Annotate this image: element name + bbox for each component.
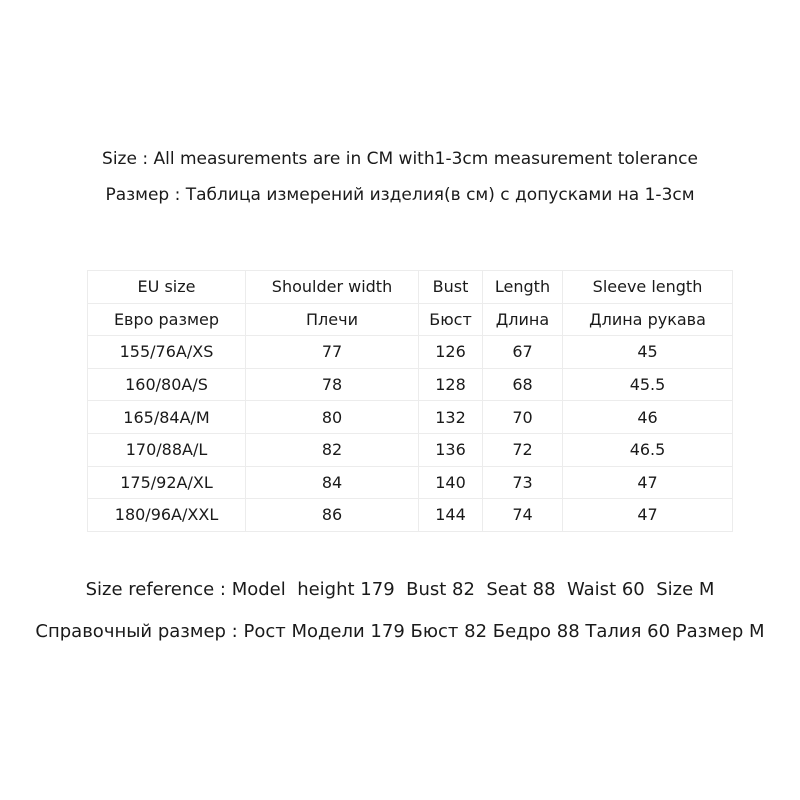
table-cell: 45.5 bbox=[563, 368, 733, 401]
table-cell: 170/88A/L bbox=[88, 433, 246, 466]
table-cell: 84 bbox=[246, 466, 419, 499]
table-cell: 68 bbox=[483, 368, 563, 401]
header-cell: Плечи bbox=[246, 303, 419, 336]
header-cell: Length bbox=[483, 271, 563, 304]
table-row bbox=[88, 368, 733, 401]
table-cell: 78 bbox=[246, 368, 419, 401]
table-cell: 74 bbox=[483, 499, 563, 532]
header-cell: Sleeve length bbox=[563, 271, 733, 304]
table-cell: 160/80A/S bbox=[88, 368, 246, 401]
table-cell: 67 bbox=[483, 336, 563, 369]
table-row bbox=[88, 499, 733, 532]
table-cell: 136 bbox=[419, 433, 483, 466]
table-cell: 73 bbox=[483, 466, 563, 499]
header-cell: Длина рукава bbox=[563, 303, 733, 336]
table-cell: 175/92A/XL bbox=[88, 466, 246, 499]
header-cell: Shoulder width bbox=[246, 271, 419, 304]
table-cell: 126 bbox=[419, 336, 483, 369]
table-cell: 80 bbox=[246, 401, 419, 434]
table-cell: 86 bbox=[246, 499, 419, 532]
table-row bbox=[88, 401, 733, 434]
header-cell: Бюст bbox=[419, 303, 483, 336]
table-cell: 47 bbox=[563, 466, 733, 499]
table-row bbox=[88, 433, 733, 466]
table-cell: 47 bbox=[563, 499, 733, 532]
table-cell: 45 bbox=[563, 336, 733, 369]
table-cell: 132 bbox=[419, 401, 483, 434]
measurement-note-english: Size : All measurements are in CM with1-3cm measurement tolerance bbox=[102, 149, 698, 169]
header-cell: Длина bbox=[483, 303, 563, 336]
table-cell: 72 bbox=[483, 433, 563, 466]
table-row bbox=[88, 336, 733, 369]
table-cell: 155/76A/XS bbox=[88, 336, 246, 369]
table-cell: 165/84A/M bbox=[88, 401, 246, 434]
table-cell: 46 bbox=[563, 401, 733, 434]
table-cell: 77 bbox=[246, 336, 419, 369]
table-cell: 144 bbox=[419, 499, 483, 532]
table-header-row-russian bbox=[88, 303, 733, 336]
measurement-note-russian: Размер : Таблица измерений изделия(в см) с допусками на 1-3см bbox=[105, 185, 695, 205]
table-header-row-english bbox=[88, 271, 733, 304]
table-cell: 140 bbox=[419, 466, 483, 499]
table-row bbox=[88, 466, 733, 499]
header-cell: Bust bbox=[419, 271, 483, 304]
header-cell: Евро размер bbox=[88, 303, 246, 336]
table-cell: 82 bbox=[246, 433, 419, 466]
header-cell: EU size bbox=[88, 271, 246, 304]
table-cell: 128 bbox=[419, 368, 483, 401]
table-cell: 46.5 bbox=[563, 433, 733, 466]
size-reference-english: Size reference : Model height 179 Bust 82 Seat 88 Waist 60 Size M bbox=[85, 579, 715, 600]
size-reference-russian: Справочный размер : Рост Модели 179 Бюст 82 Бедро 88 Талия 60 Размер M bbox=[35, 621, 765, 642]
table-cell: 70 bbox=[483, 401, 563, 434]
size-table bbox=[87, 270, 733, 532]
table-cell: 180/96A/XXL bbox=[88, 499, 246, 532]
